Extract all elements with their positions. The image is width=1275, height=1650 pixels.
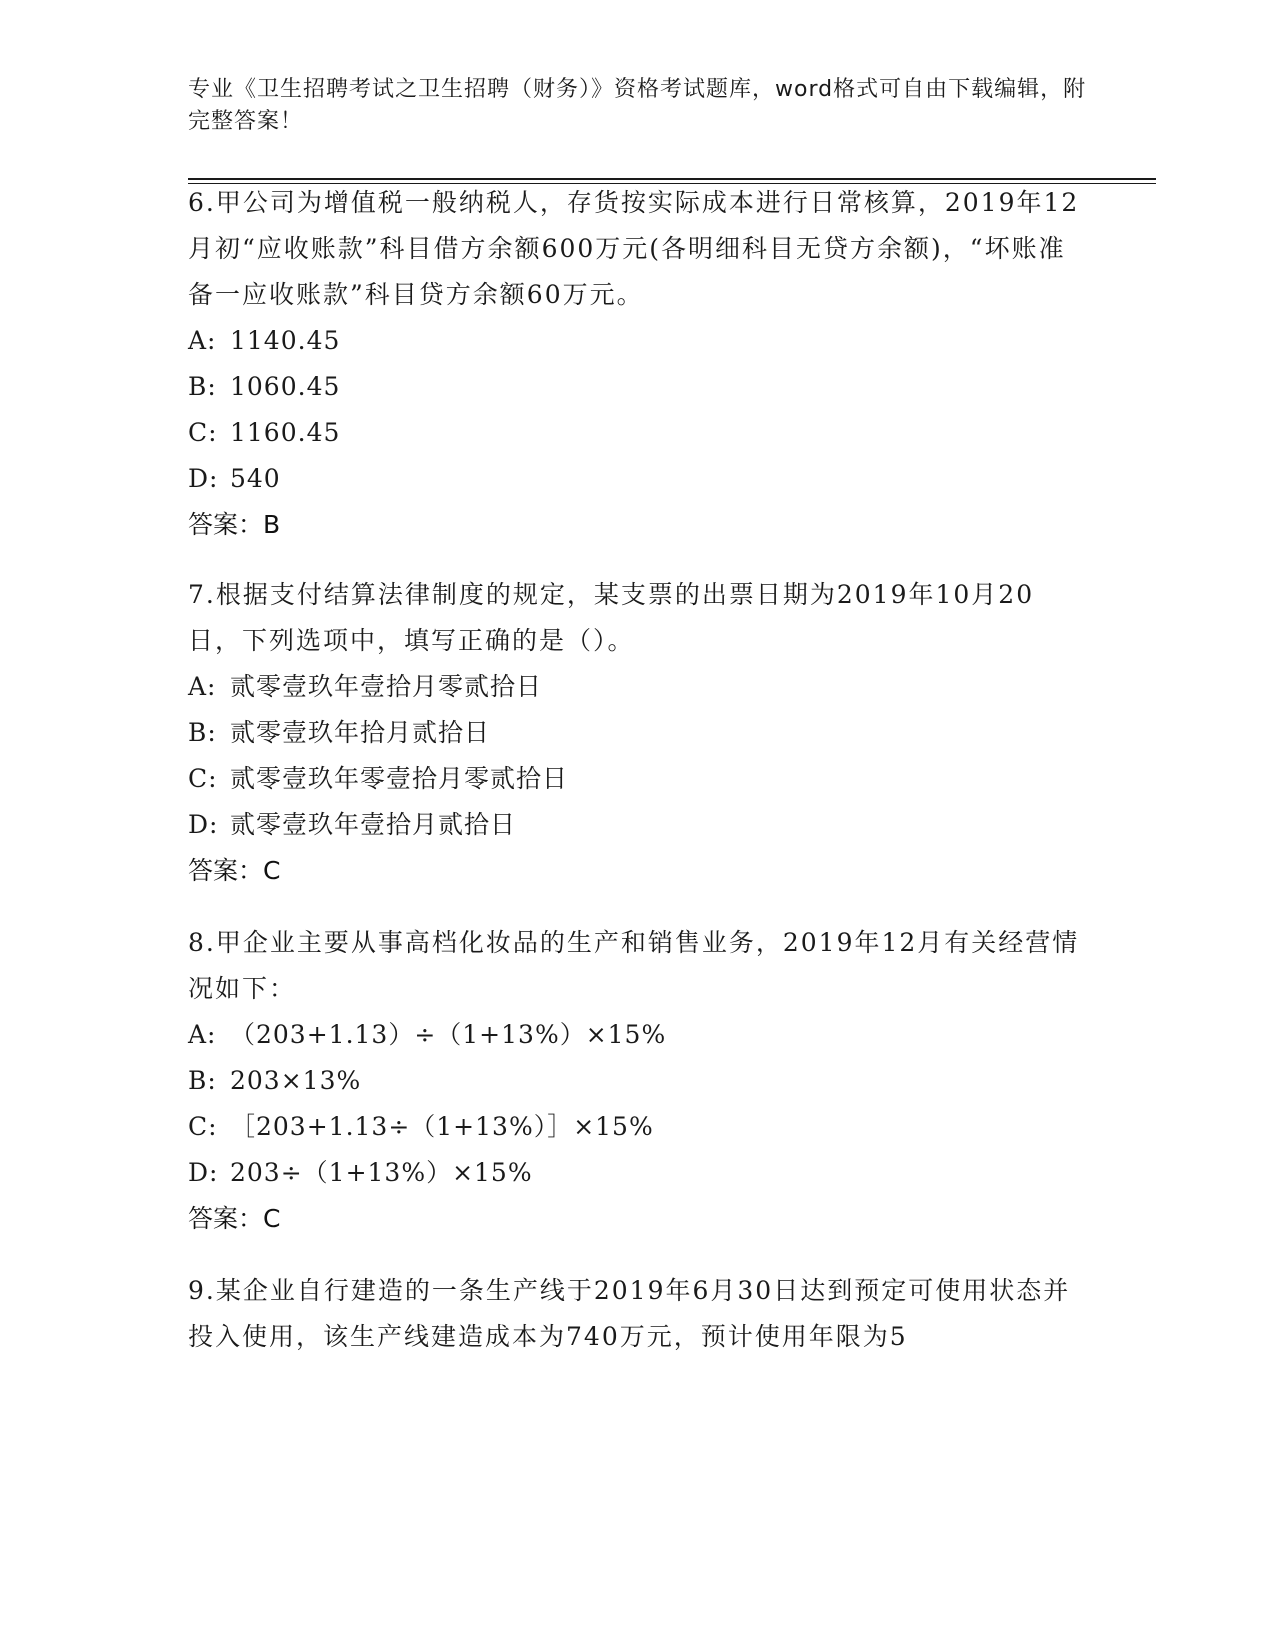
option-text: （203+1.13）÷（1+13%）×15% <box>230 1020 667 1049</box>
option-d <box>188 1150 1088 1196</box>
option-c <box>188 756 1088 802</box>
option-b <box>188 1058 1088 1104</box>
option-text: 贰零壹玖年零壹拾月零贰拾日 <box>230 764 569 793</box>
question-6 <box>188 180 1088 548</box>
question-8 <box>188 920 1088 1242</box>
option-letter: D: <box>188 464 219 493</box>
option-text: 540 <box>230 464 281 493</box>
option-letter: B: <box>188 718 217 747</box>
option-d <box>188 456 1088 502</box>
question-stem: 6.甲公司为增值税一般纳税人，存货按实际成本进行日常核算，2019年12月初“应收账款”科目借方余额600万元(各明细科目无贷方余额)，“坏账准备一应收账款”科目贷方余额60万元。 <box>188 188 1080 309</box>
option-a <box>188 318 1088 364</box>
option-text: 203×13% <box>230 1066 362 1095</box>
question-stem: 9.某企业自行建造的一条生产线于2019年6月30日达到预定可使用状态并投入使用，该生产线建造成本为740万元，预计使用年限为5 <box>188 1276 1071 1351</box>
option-c <box>188 1104 1088 1150</box>
answer-line: 答案：C <box>188 856 281 885</box>
option-text: 1060.45 <box>230 372 341 401</box>
option-text: 贰零壹玖年壹拾月零贰拾日 <box>230 672 543 701</box>
option-text: 1140.45 <box>230 326 341 355</box>
question-stem: 7.根据支付结算法律制度的规定，某支票的出票日期为2019年10月20日，下列选项中，填写正确的是（）。 <box>188 580 1035 655</box>
option-letter: D: <box>188 1158 219 1187</box>
option-text: 贰零壹玖年拾月贰拾日 <box>230 718 491 747</box>
option-letter: A: <box>188 672 217 701</box>
option-a <box>188 664 1088 710</box>
option-letter: B: <box>188 372 217 401</box>
option-a <box>188 1012 1088 1058</box>
option-b <box>188 364 1088 410</box>
option-letter: B: <box>188 1066 217 1095</box>
answer-line: 答案：C <box>188 1204 281 1233</box>
option-text: 贰零壹玖年壹拾月贰拾日 <box>230 810 517 839</box>
option-c <box>188 410 1088 456</box>
question-9 <box>188 1268 1088 1360</box>
option-letter: D: <box>188 810 219 839</box>
option-letter: A: <box>188 1020 217 1049</box>
option-letter: C: <box>188 764 218 793</box>
option-letter: C: <box>188 418 218 447</box>
answer-line: 答案：B <box>188 510 281 539</box>
option-letter: A: <box>188 326 217 355</box>
option-text: ［203+1.13÷（1+13%）］×15% <box>230 1112 654 1141</box>
option-d <box>188 802 1088 848</box>
question-stem: 8.甲企业主要从事高档化妆品的生产和销售业务，2019年12月有关经营情况如下： <box>188 928 1080 1003</box>
option-text: 203÷（1+13%）×15% <box>230 1158 533 1187</box>
document-header: 专业《卫生招聘考试之卫生招聘（财务）》资格考试题库，word格式可自由下载编辑，附完整答案！ <box>188 77 1087 134</box>
option-text: 1160.45 <box>230 418 341 447</box>
option-b <box>188 710 1088 756</box>
question-7 <box>188 572 1088 894</box>
option-letter: C: <box>188 1112 218 1141</box>
